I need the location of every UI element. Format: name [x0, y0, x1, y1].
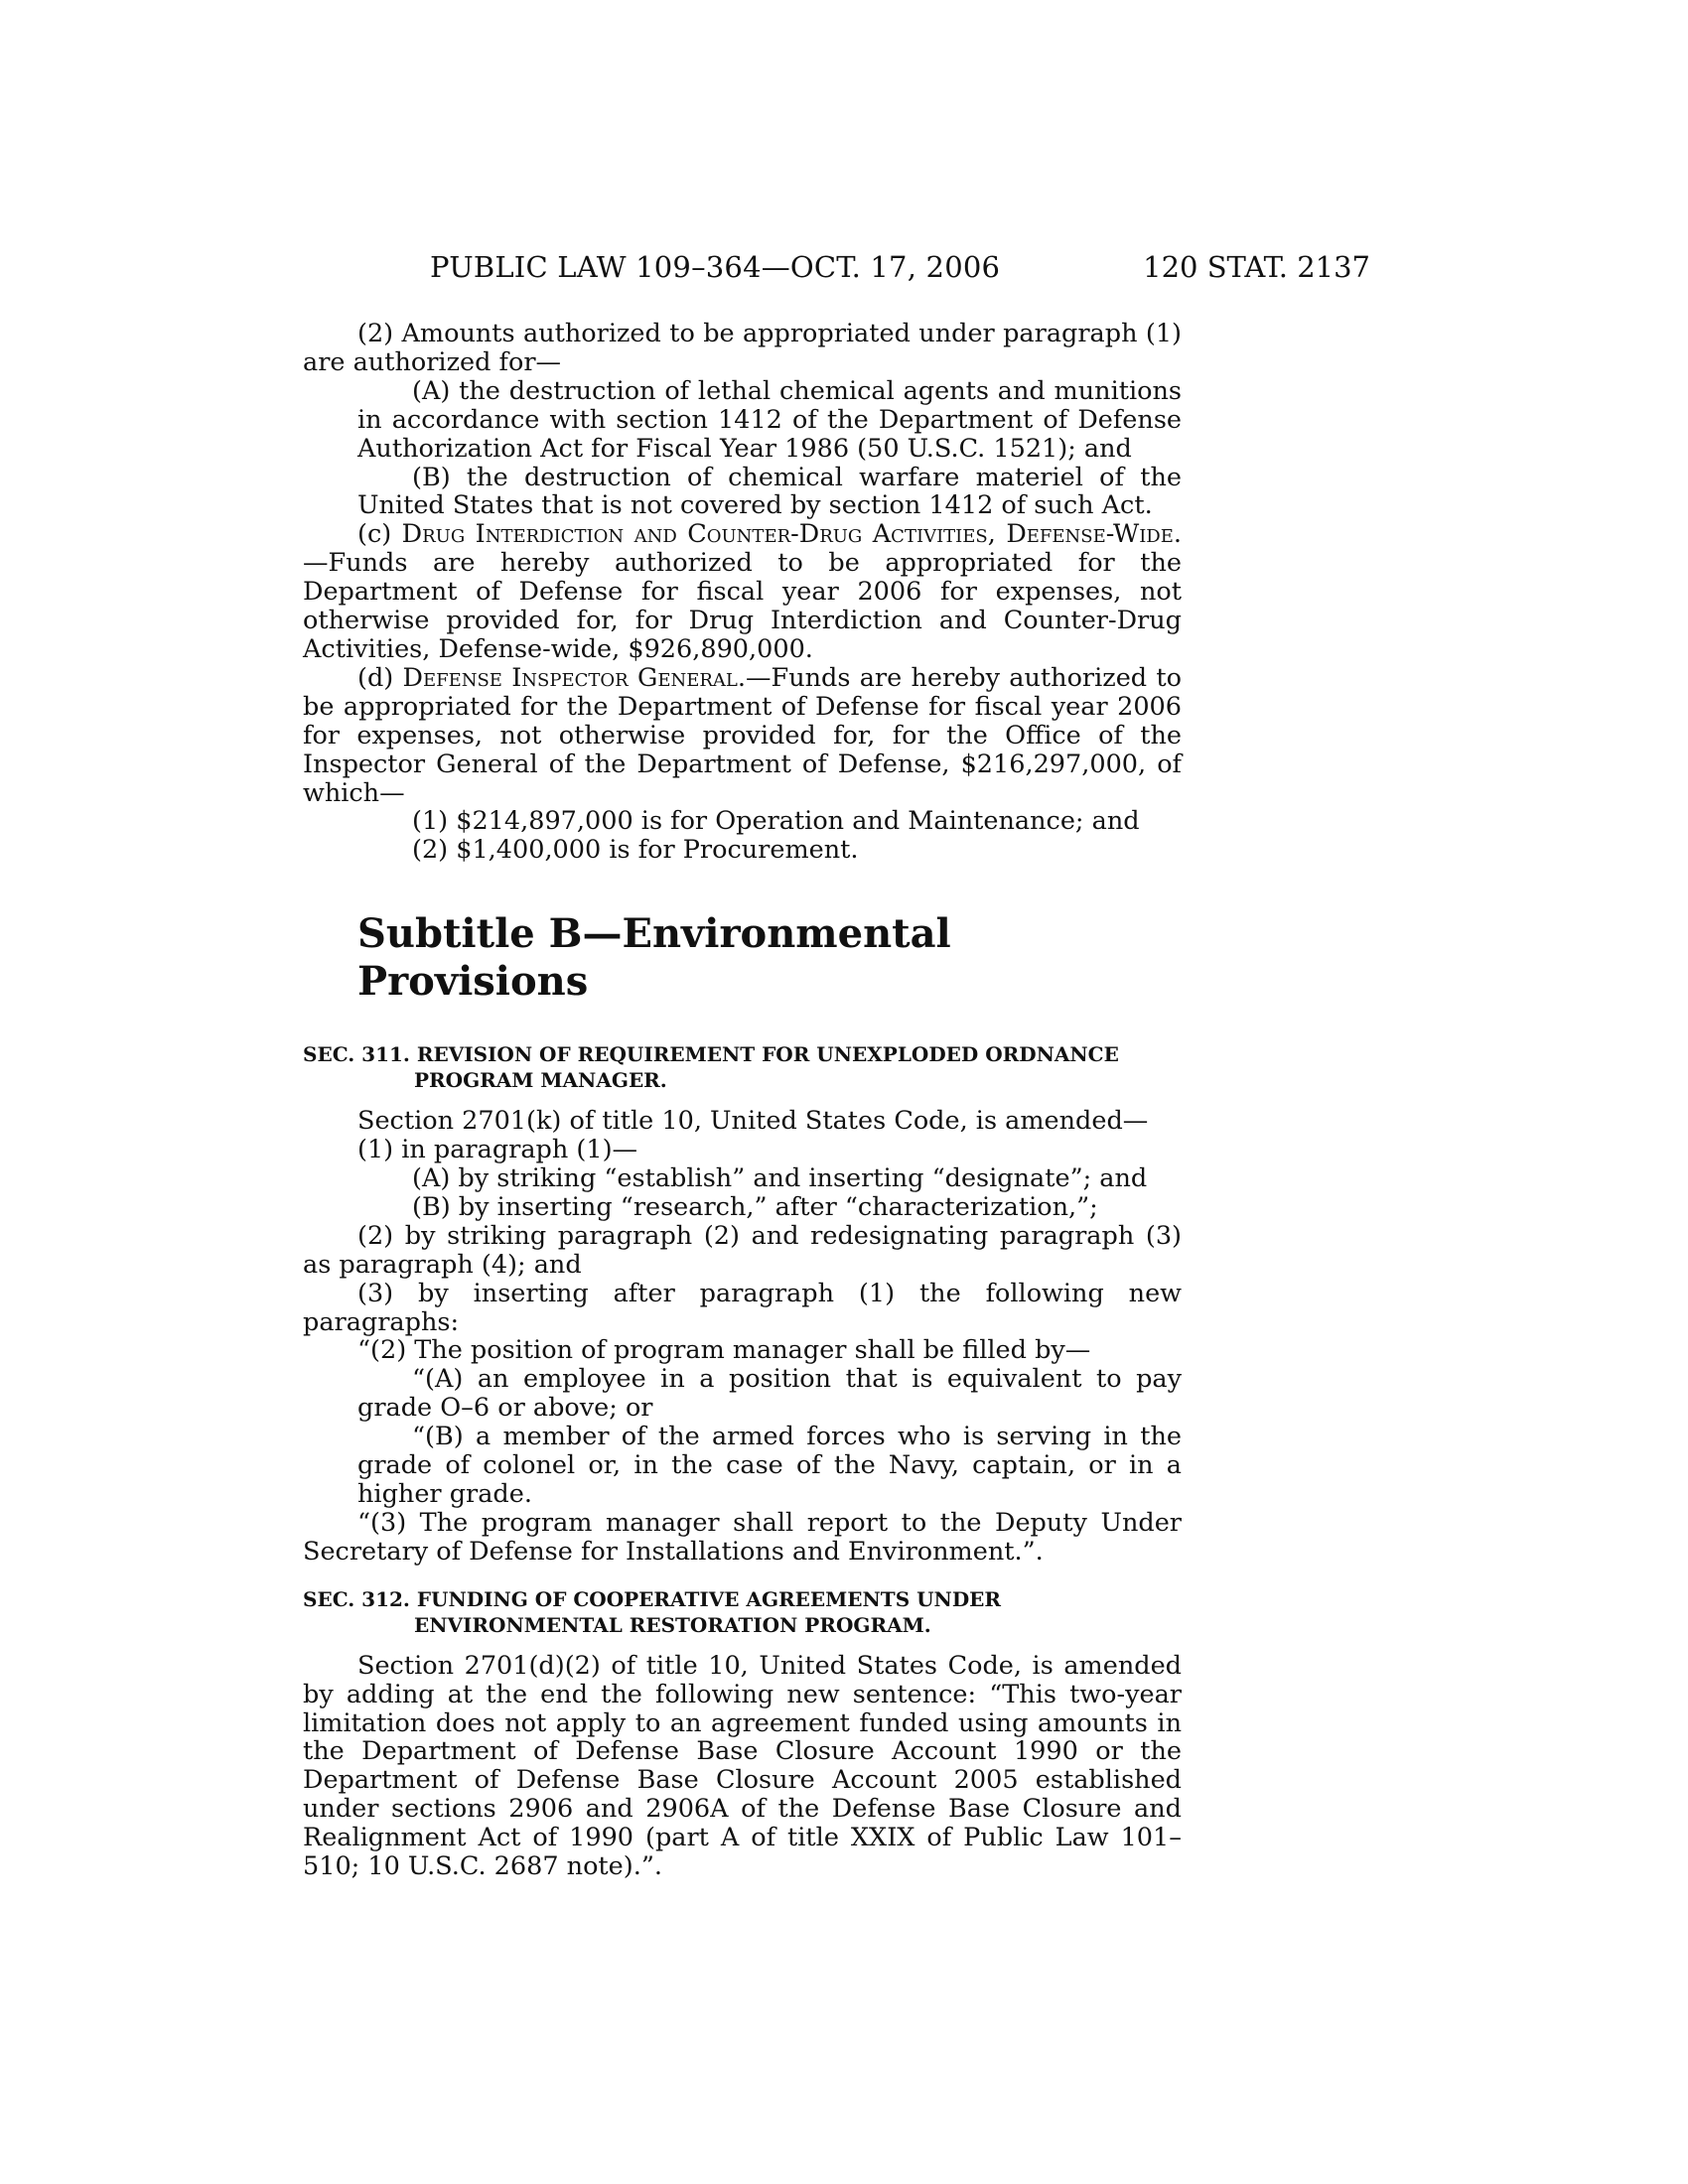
paragraph-d-label: (d) [357, 662, 403, 693]
section-311-item3: (3) by inserting after paragraph (1) the following new paragraphs: [303, 1278, 1182, 1337]
running-head: PUBLIC LAW 109–364—OCT. 17, 2006 [430, 250, 1001, 284]
document-body [303, 320, 1182, 1881]
page-header [303, 250, 1370, 290]
section-312-heading: SEC. 312. FUNDING OF COOPERATIVE AGREEMENTS UNDER ENVIRONMENTAL RESTORATION PROGRAM. [303, 1586, 1002, 1637]
subtitle-heading: Subtitle B—Environmental Provisions [357, 910, 951, 1006]
section-311-quote2A: “(A) an employee in a position that is equivalent to pay grade O–6 or above; or [357, 1364, 1182, 1424]
section-311-intro: Section 2701(k) of title 10, United States Code, is amended— [357, 1106, 1149, 1137]
paragraph-d-text: —Funds are hereby authorized to be appropriated for the Department of Defense for fiscal year 2006 for expenses, not otherwise provided for, for the Office of the Inspector General of the Department of Defense, $216,297,000, of which— [303, 662, 1183, 808]
paragraph-d2: (2) $1,400,000 is for Procurement. [412, 835, 859, 866]
section-312-text: Section 2701(d)(2) of title 10, United States Code, is amended by adding at the end the following new sentence: “This two-year limitation does not apply to an agreement funded using amounts in the Department of Defense Base Closure Account 1990 or the Department of Defense Base Closure Account 2005 established under sections 2906 and 2906A of the Defense Base Closure and Realignment Act of 1990 (part A of title XXIX of Public Law 101–510; 10 U.S.C. 2687 note).”. [303, 1650, 1182, 1882]
section-311-heading: SEC. 311. REVISION OF REQUIREMENT FOR UNEXPLODED ORDNANCE PROGRAM MANAGER. [303, 1042, 1119, 1093]
section-311-quote2: “(2) The position of program manager shall be filled by— [357, 1335, 1091, 1366]
section-311-item1B: (B) by inserting “research,” after “characterization,”; [412, 1191, 1098, 1222]
paragraph-c [303, 520, 1182, 664]
paragraph-b2A: (A) the destruction of lethal chemical agents and munitions in accordance with section 1412 of the Department of Defense Authorization Act for Fiscal Year 1986 (50 U.S.C. 1521); and [357, 375, 1182, 464]
paragraph-d [303, 664, 1182, 808]
paragraph-c-text: —Funds are hereby authorized to be appropriated for the Department of Defense for fiscal year 2006 for expenses, not otherwise provided for, for Drug Interdiction and Counter-Drug Activities, Defense-wide, $926,890,000. [303, 548, 1182, 664]
paragraph-b2: (2) Amounts authorized to be appropriated under paragraph (1) are authorized for— [303, 319, 1182, 377]
section-311-item2: (2) by striking paragraph (2) and redesignating paragraph (3) as paragraph (4); and [303, 1220, 1182, 1280]
section-311-quote2B: “(B) a member of the armed forces who is serving in the grade of colonel or, in the case of the Navy, captain, or in a higher grade. [357, 1422, 1182, 1509]
paragraph-c-heading: Drug Interdiction and Counter-Drug Activities, Defense-Wide. [401, 519, 1182, 550]
paragraph-d-heading: Defense Inspector General. [402, 662, 746, 693]
section-311-item1A: (A) by striking “establish” and inserting “designate”; and [412, 1163, 1148, 1194]
section-311-item1: (1) in paragraph (1)— [357, 1135, 638, 1165]
stat-page-number: 120 STAT. 2137 [1143, 250, 1370, 284]
paragraph-b2B: (B) the destruction of chemical warfare materiel of the United States that is not covered by section 1412 of such Act. [357, 462, 1182, 521]
section-311-quote3: “(3) The program manager shall report to the Deputy Under Secretary of Defense for Installations and Environment.”. [303, 1507, 1182, 1567]
paragraph-d1: (1) $214,897,000 is for Operation and Maintenance; and [412, 806, 1140, 837]
paragraph-c-label: (c) [357, 519, 402, 550]
